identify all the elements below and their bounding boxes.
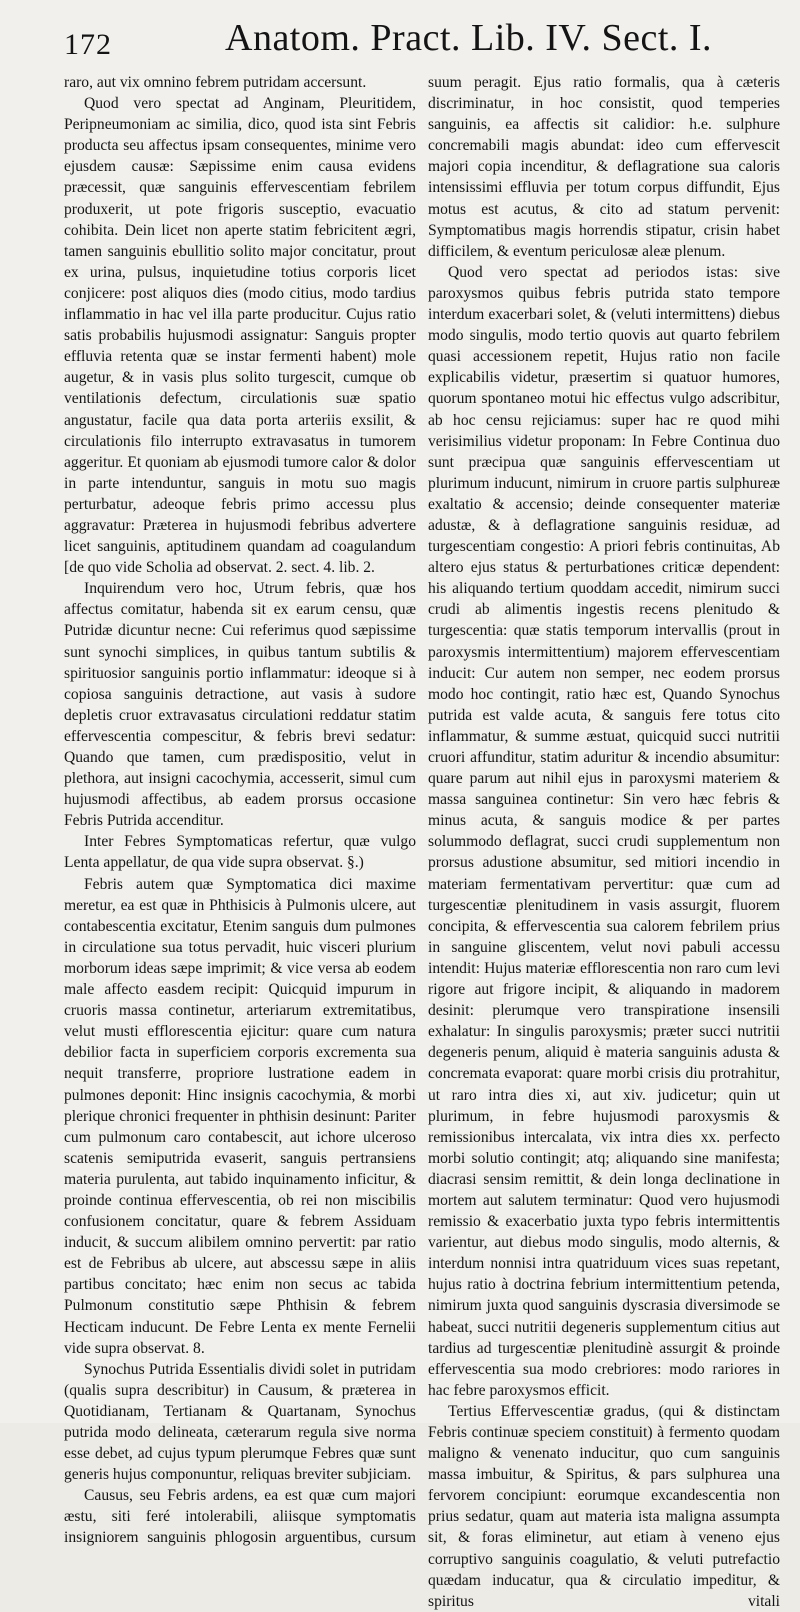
page-header (60, 12, 780, 72)
right-paragraph: Quod vero spectat ad periodos istas: sive paroxysmos quibus febris putrida stato tempore interdum exacerbari solet, & (veluti intermittens) diebus modo singulis, modo tertio quovis aut quarto febrilem quasi accessionem repetit, Hujus ratio non facile explicabilis videtur, præsertim si quatuor humores, quorum spontaneo motui hic effectus vulgo adscribitur, ab hoc censu rejiciamus: super hac re quod mihi verisimilius videtur proponam: In Febre Continua duo sunt præcipua quæ sanguinis effervescentiam ut plurimum inducunt, nimirum in cruore partis sulphureæ exaltatio & accensio; deinde consequenter materiæ adustæ, & à deflagratione sanguinis residuæ, ad turgescentiam congestio: A priori febris continuitas, Ab altero ejus status & perturbationes criticæ dependent: his aliquando tertium quoddam accedit, nimirum succi crudi ab alimentis ingestis recens plenitudo & turgescentia: quæ statis temporum intervallis (prout in paroxysmis intermittentium) majorem effervescentiam inducit: Cur autem non semper, nec eodem prorsus modo hoc contingit, ratio hæc est, Quando Synochus putrida est valde acuta, & sanguis fere totus cito inflammatur, & summe æstuat, quicquid succi nutritii cruori affunditur, statim aduritur & incendio absumitur: quare parum aut nihil ejus in paroxysmi materiem & massa sanguinea continetur: Sin vero hæc febris & minus acuta, & sanguis modice & per partes solummodo deflagrat, succi crudi supplementum non prorsus adustione absumitur, sed mitiori incendio in materiam fermentativam pervertitur: quæ cum ad turgescentiæ plenitudinem in vasis assurgit, fluorem concipita, & effervescentia sua calorem febrilem prius in sanguine gliscentem, velut novi pabuli accessu intendit: Hujus materiæ efflorescentia non raro cum levi rigore aut frigore incipit, & aliquando in madorem desinit: plerumque vero transpiratione insensili exhalatur: In singulis paroxysmis; præter succi nutritii degeneris penum, aliquid è materia sanguinis adusta & concremata evaporat: quare morbi crisis diu protrahitur, ut raro intra dies xi, aut xiv. judicetur; quin ut plurimum, in febre hujusmodi paroxysmis & remissionibus intercalata, vix intra dies xx. perfecto morbi solutio contingit; atq; aliquando sine manifesta; diacrasi sensim remittit, & dein longa declinatione in mortem aut salutem terminatur: Quod vero hujusmodi remissio & exacerbatio juxta typo febris intermittentis varientur, aut diebus modo singulis, modo alternis, & interdum nonnisi intra quatriduum vices suas repetant, hujus ratio à doctrina febrium intermittentium petenda, nimirum juxta quod sanguinis dyscrasia diversimode se habeat, succi nutritii degeneris supplementum citius aut tardius ad turgescentiæ plenitudinè assurgit & proinde effervescentia sua modo crebriores: modo rariores in hac febre paroxysmos efficit. (428, 263, 780, 1399)
left-column (64, 72, 416, 1547)
right-column (428, 72, 780, 1610)
left-paragraph: Causus, seu Febris ardens, ea est quæ cum majori æstu, siti feré intolerabili, aliisque symptomatis insigniorem sanguinis phlogosin arguentibus, cursum (64, 1487, 416, 1547)
left-paragraph: Quod vero spectat ad Anginam, Pleuritidem, Peripneumoniam ac similia, dico, quod ista sint Febris producta seu affectus ipsam consequentes, minime vero ejusdem causæ: Sæpissime enim causa evidens præcessit, quæ sanguinis effervescentiam febrilem produxerit, ut pote frigoris susceptio, evacuatio cohibita. Dein licet non aperte statim febricitent ægri, tamen sanguinis ebullitio solito major concitatur, prout ex urina, pulsus, inquietudine totius corporis licet conjicere: post aliquos dies (modo citius, modo tardius inflammatio in hac vel illa parte producitur. Cujus ratio satis probabilis hujusmodi assignatur: Sanguis propter effluvia retenta quæ se instar fermenti habent) mole augetur, & in vasis plus solito turgescit, cumque ob ventilationis defectum, circulationis suæ spatio angustatur, facile qua data porta arteriis exsilit, & circulationis filo interrupto extravasatus in tumorem aggeritur. Et quoniam ab ejusmodi tumore calor & dolor in parte intenduntur, sanguis in motu suo magis perturbatur, adeoque febris primo accessu plus aggravatur: Præterea in hujusmodi febribus advertere licet sanguinis, aptitudinem quandam ad coagulandum [de quo vide Scholia ad observat. 2. sect. 4. lib. 2. (64, 95, 416, 577)
running-head: Anatom. Pract. Lib. IV. Sect. I. (225, 17, 713, 59)
left-paragraph: Inquirendum vero hoc, Utrum febris, quæ hos affectus comitatur, habenda sit ex earum censu, quæ Putridæ dicuntur necne: Cui referimus quod sæpissime sunt synochi simplices, in quibus tantum subtilis & spirituosior sanguinis portio inflammatur: ideoque si à copiosa sanguinis detractione, aut vasis à sudore depletis cruor extravasatus circulationi reddatur statim effervescentia compescitur, & febris brevi sedatur: Quando que tamen, cum prædispositio, velut in plethora, aut insigni cacochymia, accesserit, simul cum hujusmodi affectibus, ab eadem prorsus occasione Febris Putrida accenditur. (64, 580, 416, 830)
left-paragraph: Synochus Putrida Essentialis dividi solet in putridam (qualis supra describitur) in Causum, & præterea in Quotidianam, Tertianam & Quartanam, Synochus putrida modo delineata, cæterarum regula sive norma esse debet, ad cujus typum plerumque Febres quæ sunt generis hujus componuntur, reliquas breviter subjiciam. (64, 1360, 416, 1484)
left-paragraph: Inter Febres Symptomaticas refertur, quæ vulgo Lenta appellatur, de qua vide supra observat. §.) (64, 833, 416, 872)
left-paragraph: Febris autem quæ Symptomatica dici maxime meretur, ea est quæ in Phthisicis à Pulmonis ulcere, aut contabescentia excitatur, Etenim sanguis dum pulmones in circulatione sua totus pervadit, huic visceri plurium morborum ideas sæpe imprimit; & vice versa ab eodem male affecto easdem recipit: Quicquid impurum in cruoris massa continetur, arteriarum extremitatibus, velut musti efflorescentia ejicitur: quare cum natura debilior facta in superficiem corporis excrementa sua nequit transferre, propriore lustratione eadem in pulmones deponit: Hinc insignis cacochymia, & morbi plerique chronici frequenter in phthisin desinunt: Pariter cum pulmonum caro contabescit, aut ichore ulceroso scatenis semiputrida evaserit, sanguis pertransiens materia purulenta, aut tabido inquinamento inficitur, & proinde continua effervescentia, ob rei non miscibilis confusionem concitatur, quare & febrem Assiduam inducit, & succum alibilem omnino pervertit: par ratio est de Febribus ab ulcere, aut abscessu sæpe in aliis partibus concitato; hæc enim non secus ac tabida Pulmonum constitutio sæpe Phthisin & febrem Hecticam inducunt. De Febre Lenta ex mente Fernelii vide supra observat. 8. (64, 875, 416, 1357)
right-paragraph: Tertius Effervescentiæ gradus, (qui & distinctam Febris continuæ speciem constituit) à fermento quodam maligno & venenato inducitur, quo cum sanguinis massa imbuitur, & Spiritus, & pars sulphurea una fervorem concipiunt: eorumque excandescentia non prius sedatur, quam aut materia ista maligna assumpta sit, & foras eliminetur, aut etiam à veneno ejus corruptivo sanguinis coagulatio, & veluti putrefactio quædam inducatur, qua & circulatio impeditur, & spiritus vitali (428, 1402, 780, 1610)
page-number: 172 (64, 28, 112, 61)
left-paragraph: raro, aut vix omnino febrem putridam accersunt. (64, 74, 367, 91)
right-paragraph: suum peragit. Ejus ratio formalis, qua à cæteris discriminatur, in hoc consistit, quod temperies sanguinis, ea affectis sit calidior: h.e. sulphure concremabili magis abundat: ideo cum effervescit majori copia incenditur, & deflagratione sua caloris intensissimi effluvia per totum corpus diffundit, Ejus motus est acutus, & cito ad statum pervenit: Symptomatibus magis horrendis stipatur, crisin habet difficilem, & eventum periculosæ aleæ plenum. (428, 74, 780, 260)
